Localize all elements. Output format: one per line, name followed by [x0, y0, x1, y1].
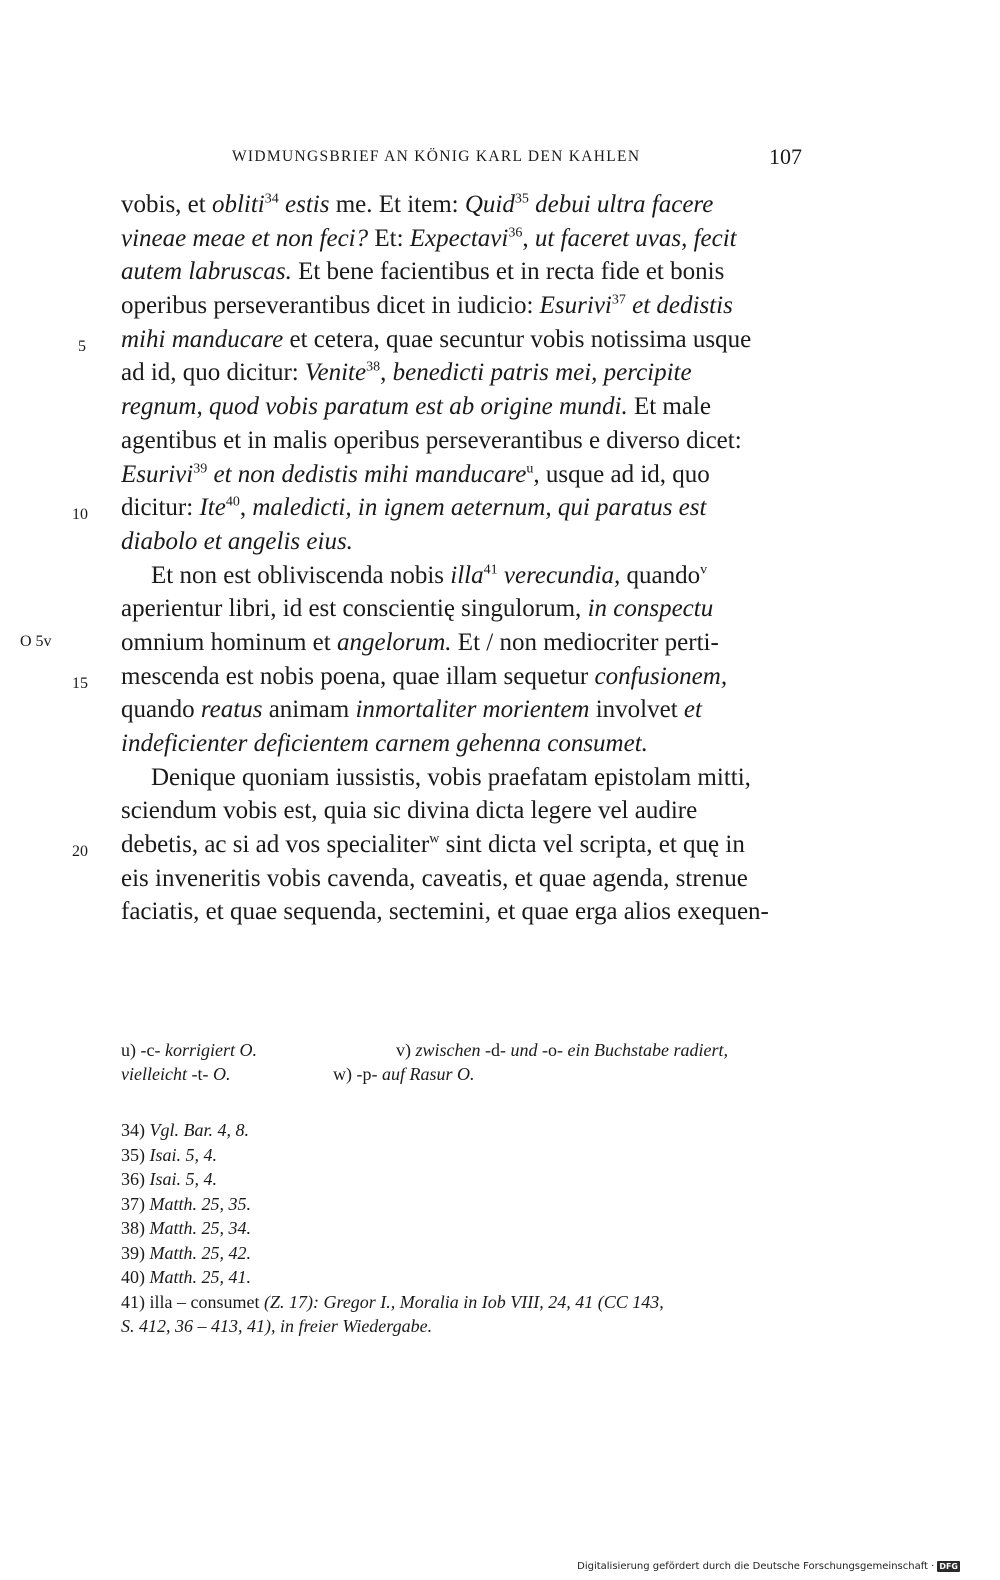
text-line: [121, 828, 805, 862]
italic-run: et: [683, 696, 702, 724]
italic-run: zwischen: [415, 1040, 481, 1060]
text-run: animam: [262, 696, 356, 724]
italic-run: Quid: [464, 191, 515, 218]
italic-run: vielleicht: [121, 1064, 187, 1084]
source-notes: [121, 1118, 811, 1339]
text-run: Et / non mediocriter perti-: [451, 628, 719, 656]
footnote-ref: 40: [225, 494, 240, 510]
italic-run: ein Buchstabe radiert,: [567, 1040, 728, 1060]
text-run: vobis, et: [121, 191, 212, 218]
text-run: Et:: [368, 224, 410, 252]
text-line: [121, 727, 805, 761]
apparatus-entry-w: [333, 1062, 475, 1086]
text-run: w) -p-: [333, 1064, 382, 1084]
italic-run: Venite: [305, 359, 367, 387]
critical-apparatus: [121, 1038, 811, 1086]
italic-run: indeficienter deficientem carnem gehenna consumet.: [121, 730, 648, 757]
text-run: 37): [121, 1193, 150, 1214]
text-run: involvet: [589, 696, 684, 724]
italic-run: benedicti patris mei, percipite: [392, 359, 692, 387]
italic-run: inmortaliter morientem: [355, 696, 590, 724]
italic-run: et non dedistis mihi manducare: [213, 460, 527, 488]
page-number: 107: [769, 144, 802, 169]
footnote-ref: 39: [193, 461, 208, 477]
italic-run: verecundia,: [503, 561, 621, 589]
text-run: debetis, ac si ad vos specialiter: [121, 831, 430, 859]
footnote-ref: 35: [514, 191, 529, 207]
text-run: -t-: [186, 1064, 213, 1084]
text-run: ,: [239, 494, 253, 522]
apparatus-entry-v: [396, 1038, 728, 1062]
italic-run: Vgl. Bar. 4, 8.: [149, 1120, 250, 1140]
italic-run: Isai. 5, 4.: [149, 1169, 217, 1189]
italic-run: confusionem,: [594, 662, 728, 690]
note-37: [121, 1192, 811, 1217]
line-number-15: 15: [72, 675, 88, 692]
text-run: quando: [620, 561, 701, 589]
text-run: 38): [121, 1218, 150, 1238]
text-run: me. Et item:: [329, 191, 465, 218]
note-40: [121, 1265, 811, 1290]
text-run: ,: [380, 359, 393, 387]
line-number-10: 10: [72, 506, 88, 523]
text-run: , usque ad id, quo: [533, 460, 710, 488]
apparatus-line: [121, 1038, 811, 1062]
text-run: 39): [121, 1242, 150, 1263]
text-run: sciendum vobis est, quia sic divina dicta legere vel audire: [121, 797, 698, 825]
text-run: operibus perseverantibus dicet in iudicio:: [121, 292, 540, 320]
text-line: [121, 491, 805, 525]
text-run: u) -c-: [121, 1040, 165, 1060]
italic-run: Matth. 25, 42.: [149, 1242, 251, 1263]
text-line: [121, 592, 805, 626]
text-run: omnium hominum et: [121, 628, 337, 656]
italic-run: Esurivi: [121, 460, 194, 488]
italic-run: obliti: [211, 191, 265, 218]
folio-marker: O 5v: [20, 633, 52, 650]
text-run: v): [396, 1040, 416, 1060]
footnote-ref: 37: [611, 292, 626, 308]
footnote-ref: w: [429, 831, 440, 847]
text-run: et cetera, quae secuntur vobis notissima usque: [283, 325, 752, 353]
text-line: [121, 323, 805, 357]
italic-run: estis: [285, 191, 330, 218]
main-text: [121, 188, 805, 929]
text-line: [121, 188, 805, 222]
running-title: WIDMUNGSBRIEF AN KÖNIG KARL DEN KAHLEN: [232, 148, 641, 165]
footnote-ref: v: [700, 562, 708, 578]
italic-run: autem labruscas.: [121, 258, 292, 286]
note-35: [121, 1143, 811, 1168]
note-34: [121, 1118, 811, 1143]
text-run: 40): [121, 1267, 150, 1287]
digitization-credit: [577, 1558, 960, 1574]
italic-run: korrigiert O.: [164, 1040, 257, 1060]
italic-run: Ite: [199, 494, 226, 522]
text-line: [121, 693, 805, 727]
text-run: ,: [522, 224, 535, 252]
footnote-ref: 38: [366, 360, 381, 376]
text-run: 36): [121, 1169, 150, 1189]
italic-run: Matth. 25, 35.: [149, 1193, 251, 1214]
dfg-logo: DFG: [939, 1561, 958, 1571]
italic-run: ut faceret uvas, fecit: [534, 224, 737, 252]
note-39: [121, 1241, 811, 1266]
italic-run: et dedistis: [632, 292, 733, 320]
text-run: agentibus et in malis operibus perseverantibus e diverso dicet:: [121, 426, 742, 454]
text-run: -o-: [537, 1040, 568, 1060]
text-line: [121, 660, 805, 694]
italic-run: Matth. 25, 34.: [149, 1218, 251, 1238]
italic-run: Matth. 25, 41.: [149, 1267, 251, 1287]
text-run: faciatis, et quae sequenda, sectemini, et quae erga alios exequen-: [121, 898, 769, 926]
text-run: Et non est obliviscenda nobis: [151, 561, 451, 589]
text-line: [121, 525, 805, 559]
text-run: -d-: [480, 1040, 511, 1060]
italic-run: mihi manducare: [121, 325, 284, 353]
text-line: [121, 761, 805, 795]
text-run: 35): [121, 1144, 150, 1165]
apparatus-line: [121, 1062, 811, 1086]
line-number-20: 20: [72, 843, 88, 860]
apparatus-entry-u: [121, 1040, 257, 1060]
text-line: [121, 862, 805, 896]
text-line: [121, 356, 805, 390]
credit-text: Digitalisierung gefördert durch die Deutsche Forschungsgemeinschaft ·: [577, 1560, 935, 1572]
apparatus-entry-u-cont: [121, 1064, 230, 1084]
text-run: 41) illa – consumet: [121, 1291, 264, 1312]
text-run: Denique quoniam iussistis, vobis praefatam epistolam mitti,: [151, 763, 751, 791]
footnote-ref: 34: [264, 191, 279, 207]
text-run: aperientur libri, id est conscientię singulorum,: [121, 595, 588, 623]
italic-run: debui ultra facere: [535, 191, 714, 218]
italic-run: illa: [450, 561, 484, 589]
running-header: [232, 144, 802, 174]
italic-run: Isai. 5, 4.: [149, 1144, 217, 1165]
text-run: ad id, quo dicitur:: [121, 359, 305, 387]
text-run: eis inveneritis vobis cavenda, caveatis, et quae agenda, strenue: [121, 864, 748, 892]
text-line: [121, 424, 805, 458]
text-run: quando: [121, 696, 201, 724]
text-line: [121, 289, 805, 323]
note-36: [121, 1167, 811, 1192]
italic-run: regnum, quod vobis paratum est ab origine mundi.: [121, 393, 628, 421]
text-run: dicitur:: [121, 494, 200, 522]
footnote-ref: 41: [483, 562, 498, 578]
text-run: Et bene facientibus et in recta fide et bonis: [291, 258, 725, 286]
text-line: [121, 458, 805, 492]
italic-run: Esurivi: [539, 292, 612, 320]
text-line: [121, 222, 805, 256]
italic-run: S. 412, 36 – 413, 41), in freier Wiedergabe.: [121, 1316, 433, 1336]
text-line: [121, 895, 805, 929]
italic-run: in conspectu: [587, 595, 714, 623]
text-line: [121, 559, 805, 593]
text-run: sint dicta vel scripta, et quę in: [439, 831, 745, 859]
italic-run: maledicti, in ignem aeternum, qui paratus est: [252, 494, 707, 522]
italic-run: angelorum.: [336, 628, 452, 656]
text-line: [121, 626, 805, 660]
italic-run: O.: [212, 1064, 231, 1084]
text-run: 34): [121, 1120, 150, 1140]
italic-run: diabolo et angelis eius.: [121, 527, 353, 555]
text-line: [121, 794, 805, 828]
text-line: [121, 390, 805, 424]
note-41: [121, 1290, 811, 1315]
italic-run: Expectavi: [409, 224, 509, 252]
text-run: Et male: [627, 393, 712, 421]
italic-run: auf Rasur O.: [381, 1064, 475, 1084]
note-38: [121, 1216, 811, 1241]
italic-run: reatus: [200, 696, 263, 724]
italic-run: (Z. 17): Gregor I., Moralia in Iob VIII, 24, 41 (CC 143,: [263, 1291, 664, 1312]
text-line: [121, 255, 805, 289]
italic-run: und: [510, 1040, 538, 1060]
footnote-ref: u: [526, 461, 534, 477]
text-run: mescenda est nobis poena, quae illam sequetur: [121, 662, 595, 690]
note-41-cont: [121, 1314, 811, 1339]
line-number-5: 5: [78, 338, 86, 355]
footnote-ref: 36: [508, 225, 523, 241]
italic-run: vineae meae et non feci?: [121, 224, 369, 252]
